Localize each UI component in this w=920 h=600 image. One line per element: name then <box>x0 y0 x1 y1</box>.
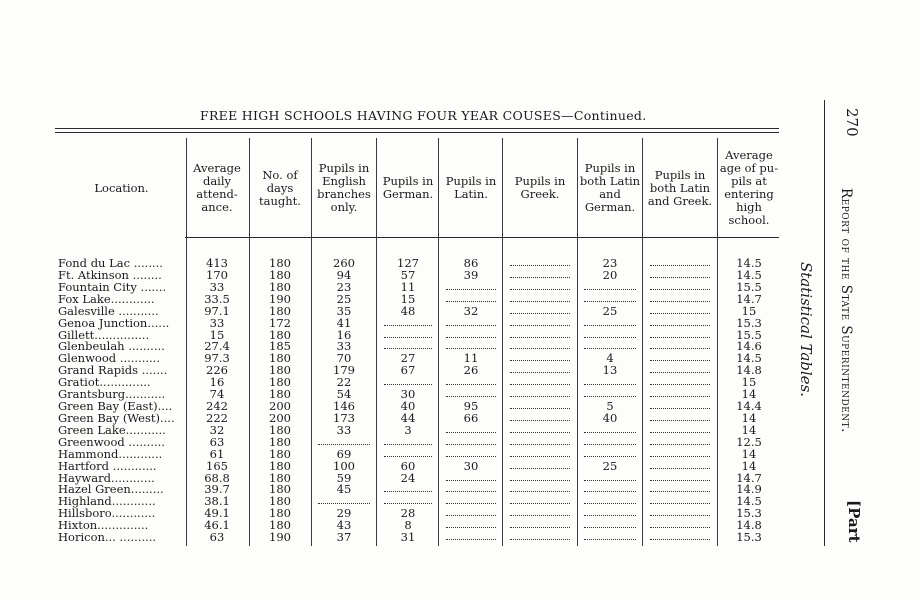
cell-age: 15.5 <box>736 327 762 342</box>
cell-age: 15.3 <box>736 530 762 545</box>
empty-cell-leader <box>650 313 710 314</box>
location-cell: Glenwood ........... <box>58 351 160 366</box>
empty-cell-leader <box>584 337 636 338</box>
cell-german: 40 <box>400 399 416 414</box>
cell-age: 14 <box>741 422 757 437</box>
cell-age: 14.6 <box>736 339 762 354</box>
empty-cell-leader <box>584 444 636 445</box>
cell-days: 180 <box>269 327 291 342</box>
cell-attendance: 97.3 <box>204 351 230 366</box>
column-header-attendance <box>186 140 248 236</box>
location-cell: Grand Rapids ....... <box>58 363 168 378</box>
empty-cell-leader <box>584 491 636 492</box>
cell-days: 200 <box>269 410 291 425</box>
cell-german: 44 <box>400 410 416 425</box>
empty-cell-leader <box>584 384 636 385</box>
cell-attendance: 38.1 <box>204 494 230 509</box>
cell-attendance: 32 <box>209 422 225 437</box>
empty-cell-leader <box>446 337 496 338</box>
location-cell: Hillsboro............ <box>58 506 156 521</box>
column-header-label: Pupils in German. <box>382 174 434 201</box>
empty-cell-leader <box>510 503 570 504</box>
location-cell: Hayward............ <box>58 470 155 485</box>
location-cell: Fox Lake............ <box>58 291 155 306</box>
empty-cell-leader <box>650 372 710 373</box>
empty-cell-leader <box>510 360 570 361</box>
cell-attendance: 222 <box>206 410 228 425</box>
empty-cell-leader <box>384 348 432 349</box>
empty-cell-leader <box>650 384 710 385</box>
part-label: [Part <box>845 500 863 543</box>
table-row <box>58 495 778 507</box>
empty-cell-leader <box>510 491 570 492</box>
cell-attendance: 165 <box>206 458 228 473</box>
cell-age: 14.7 <box>736 291 762 306</box>
location-cell: Green Bay (West).... <box>58 410 175 425</box>
cell-days: 180 <box>269 279 291 294</box>
cell-latin: 39 <box>463 267 479 282</box>
empty-cell-leader <box>446 348 496 349</box>
empty-cell-leader <box>384 503 432 504</box>
cell-latin_german: 25 <box>602 303 618 318</box>
cell-age: 14 <box>741 410 757 425</box>
cell-attendance: 15 <box>209 327 225 342</box>
empty-cell-leader <box>384 444 432 445</box>
empty-cell-leader <box>510 480 570 481</box>
cell-age: 14.7 <box>736 470 762 485</box>
empty-cell-leader <box>446 480 496 481</box>
location-cell: Hazel Green......... <box>58 482 164 497</box>
empty-cell-leader <box>650 491 710 492</box>
empty-cell-leader <box>510 515 570 516</box>
empty-cell-leader <box>510 444 570 445</box>
cell-english: 33 <box>336 339 352 354</box>
empty-cell-leader <box>510 396 570 397</box>
cell-attendance: 27.4 <box>204 339 230 354</box>
empty-cell-leader <box>650 348 710 349</box>
cell-english: 29 <box>336 506 352 521</box>
column-header-german <box>378 140 438 236</box>
cell-days: 180 <box>269 494 291 509</box>
table-row <box>58 412 778 424</box>
cell-days: 180 <box>269 458 291 473</box>
location-cell: Greenwood .......... <box>58 434 165 449</box>
empty-cell-leader <box>650 420 710 421</box>
cell-english: 33 <box>336 422 352 437</box>
empty-cell-leader <box>446 539 496 540</box>
empty-cell-leader <box>510 348 570 349</box>
table-row <box>58 519 778 531</box>
table-row <box>58 376 778 388</box>
empty-cell-leader <box>446 384 496 385</box>
empty-cell-leader <box>584 456 636 457</box>
location-cell: Gratiot.............. <box>58 375 151 390</box>
cell-days: 180 <box>269 518 291 533</box>
cell-english: 100 <box>333 458 355 473</box>
cell-attendance: 46.1 <box>204 518 230 533</box>
cell-age: 14 <box>741 458 757 473</box>
cell-age: 14.5 <box>736 256 762 270</box>
location-cell: Galesville ........... <box>58 303 159 318</box>
top-rule-inner <box>55 132 779 133</box>
location-cell: Green Bay (East).... <box>58 399 173 414</box>
empty-cell-leader <box>510 408 570 409</box>
cell-english: 16 <box>336 327 352 342</box>
cell-days: 180 <box>269 446 291 461</box>
empty-cell-leader <box>510 420 570 421</box>
cell-days: 180 <box>269 422 291 437</box>
empty-cell-leader <box>510 456 570 457</box>
column-header-latin <box>440 140 502 236</box>
cell-days: 180 <box>269 375 291 390</box>
cell-age: 14.5 <box>736 494 762 509</box>
column-header-days <box>250 140 310 236</box>
cell-days: 185 <box>269 339 291 354</box>
cell-latin: 32 <box>463 303 479 318</box>
empty-cell-leader <box>510 384 570 385</box>
cell-days: 172 <box>269 315 291 330</box>
empty-cell-leader <box>650 503 710 504</box>
location-cell: Gillett............... <box>58 327 150 342</box>
empty-cell-leader <box>584 396 636 397</box>
table-row <box>58 281 778 293</box>
column-header-greek <box>504 140 576 236</box>
table-row <box>58 257 778 269</box>
table-row <box>58 531 778 543</box>
running-head: Report of the State Superintendent. <box>838 188 854 433</box>
cell-age: 15.5 <box>736 279 762 294</box>
cell-attendance: 33 <box>209 279 225 294</box>
cell-german: 27 <box>400 351 416 366</box>
cell-german: 24 <box>400 470 416 485</box>
cell-latin_german: 23 <box>602 256 618 270</box>
cell-latin: 30 <box>463 458 479 473</box>
location-cell: Ft. Atkinson ........ <box>58 267 162 282</box>
cell-attendance: 413 <box>206 256 228 270</box>
empty-cell-leader <box>446 325 496 326</box>
column-header-label: Average daily attend- ance. <box>193 161 241 214</box>
empty-cell-leader <box>584 527 636 528</box>
empty-cell-leader <box>510 301 570 302</box>
cell-german: 127 <box>397 256 419 270</box>
cell-days: 180 <box>269 267 291 282</box>
cell-english: 35 <box>336 303 352 318</box>
empty-cell-leader <box>650 396 710 397</box>
cell-english: 54 <box>336 387 352 402</box>
cell-age: 14 <box>741 387 757 402</box>
empty-cell-leader <box>446 396 496 397</box>
empty-cell-leader <box>510 372 570 373</box>
empty-cell-leader <box>650 468 710 469</box>
cell-attendance: 16 <box>209 375 225 390</box>
empty-cell-leader <box>384 384 432 385</box>
cell-english: 43 <box>336 518 352 533</box>
cell-english: 25 <box>336 291 352 306</box>
cell-days: 180 <box>269 303 291 318</box>
location-cell: Fond du Lac ........ <box>58 256 163 270</box>
empty-cell-leader <box>446 444 496 445</box>
empty-cell-leader <box>650 301 710 302</box>
empty-cell-leader <box>650 408 710 409</box>
empty-cell-leader <box>318 444 370 445</box>
cell-age: 14.9 <box>736 482 762 497</box>
cell-days: 180 <box>269 434 291 449</box>
cell-german: 15 <box>400 291 416 306</box>
cell-attendance: 63 <box>209 434 225 449</box>
page-title: FREE HIGH SCHOOLS HAVING FOUR YEAR COUSES—Continued. <box>200 108 647 123</box>
cell-english: 45 <box>336 482 352 497</box>
top-rule <box>55 128 779 129</box>
cell-german: 8 <box>404 518 412 533</box>
table-row <box>58 364 778 376</box>
cell-german: 60 <box>400 458 416 473</box>
empty-cell-leader <box>584 432 636 433</box>
column-header-label: Pupils in Greek. <box>514 174 566 201</box>
column-header-latin_greek <box>644 140 716 236</box>
cell-latin: 95 <box>463 399 479 414</box>
cell-age: 14 <box>741 446 757 461</box>
cell-days: 180 <box>269 506 291 521</box>
empty-cell-leader <box>446 491 496 492</box>
cell-latin: 86 <box>463 256 479 270</box>
empty-cell-leader <box>510 539 570 540</box>
section-label: Statistical Tables. <box>797 262 815 398</box>
cell-latin: 66 <box>463 410 479 425</box>
empty-cell-leader <box>650 360 710 361</box>
cell-german: 28 <box>400 506 416 521</box>
cell-days: 190 <box>269 530 291 545</box>
cell-days: 180 <box>269 387 291 402</box>
empty-cell-leader <box>584 515 636 516</box>
cell-days: 180 <box>269 482 291 497</box>
empty-cell-leader <box>384 325 432 326</box>
location-cell: Hammond............ <box>58 446 163 461</box>
empty-cell-leader <box>650 432 710 433</box>
cell-age: 14.8 <box>736 363 762 378</box>
empty-cell-leader <box>446 456 496 457</box>
table-row <box>58 507 778 519</box>
location-cell: Horicon... .......... <box>58 530 157 545</box>
location-cell: Green Lake........... <box>58 422 166 437</box>
cell-attendance: 49.1 <box>204 506 230 521</box>
empty-cell-leader <box>510 527 570 528</box>
cell-attendance: 61 <box>209 446 225 461</box>
empty-cell-leader <box>650 539 710 540</box>
column-header-label: No. of days taught. <box>259 167 301 208</box>
cell-english: 59 <box>336 470 352 485</box>
empty-cell-leader <box>584 325 636 326</box>
table-row <box>58 317 778 329</box>
column-header-label: Location. <box>94 180 149 195</box>
empty-cell-leader <box>584 539 636 540</box>
cell-attendance: 33 <box>209 315 225 330</box>
empty-cell-leader <box>584 348 636 349</box>
empty-cell-leader <box>650 289 710 290</box>
empty-cell-leader <box>446 289 496 290</box>
empty-cell-leader <box>446 527 496 528</box>
cell-age: 14.5 <box>736 351 762 366</box>
table-row <box>58 436 778 448</box>
cell-latin_german: 4 <box>606 351 614 366</box>
cell-english: 23 <box>336 279 352 294</box>
cell-german: 11 <box>400 279 416 294</box>
empty-cell-leader <box>650 444 710 445</box>
location-cell: Hartford ............ <box>58 458 157 473</box>
empty-cell-leader <box>510 432 570 433</box>
empty-cell-leader <box>650 480 710 481</box>
cell-latin: 11 <box>463 351 479 366</box>
table-row <box>58 448 778 460</box>
column-header-label: Pupils in English branches only. <box>317 161 371 214</box>
cell-english: 173 <box>333 410 355 425</box>
empty-cell-leader <box>510 325 570 326</box>
cell-english: 179 <box>333 363 355 378</box>
cell-english: 41 <box>336 315 352 330</box>
cell-age: 14.5 <box>736 267 762 282</box>
location-cell: Glenbeulah .......... <box>58 339 165 354</box>
column-header-latin_german <box>578 140 642 236</box>
column-header-label: Pupils in Latin. <box>445 174 497 201</box>
column-header-english <box>312 140 376 236</box>
cell-english: 94 <box>336 267 352 282</box>
cell-days: 180 <box>269 256 291 270</box>
empty-cell-leader <box>584 480 636 481</box>
column-header-label: Average age of pu- pils at entering high school. <box>719 148 779 227</box>
cell-latin_german: 5 <box>606 399 614 414</box>
cell-attendance: 33.5 <box>204 291 230 306</box>
cell-attendance: 97.1 <box>204 303 230 318</box>
column-header-label: Pupils in both Latin and German. <box>579 161 641 214</box>
cell-german: 30 <box>400 387 416 402</box>
cell-latin: 26 <box>463 363 479 378</box>
empty-cell-leader <box>650 527 710 528</box>
cell-attendance: 242 <box>206 399 228 414</box>
cell-age: 15 <box>741 375 757 390</box>
side-rule <box>824 100 825 546</box>
cell-age: 12.5 <box>736 434 762 449</box>
cell-attendance: 226 <box>206 363 228 378</box>
cell-english: 260 <box>333 256 355 270</box>
empty-cell-leader <box>650 337 710 338</box>
empty-cell-leader <box>384 456 432 457</box>
cell-days: 200 <box>269 399 291 414</box>
cell-age: 15.3 <box>736 506 762 521</box>
empty-cell-leader <box>318 503 370 504</box>
empty-cell-leader <box>650 325 710 326</box>
cell-days: 190 <box>269 291 291 306</box>
cell-latin_german: 25 <box>602 458 618 473</box>
cell-latin_german: 20 <box>602 267 618 282</box>
location-cell: Genoa Junction...... <box>58 315 170 330</box>
cell-german: 31 <box>400 530 416 545</box>
cell-age: 14.8 <box>736 518 762 533</box>
table-row <box>58 424 778 436</box>
empty-cell-leader <box>446 503 496 504</box>
empty-cell-leader <box>650 456 710 457</box>
column-header-label: Pupils in both Latin and Greek. <box>647 167 713 208</box>
cell-attendance: 170 <box>206 267 228 282</box>
cell-days: 180 <box>269 351 291 366</box>
cell-age: 15.3 <box>736 315 762 330</box>
table-row <box>58 472 778 484</box>
table-row <box>58 269 778 281</box>
cell-english: 146 <box>333 399 355 414</box>
page-number: 270 <box>843 108 861 137</box>
cell-german: 67 <box>400 363 416 378</box>
empty-cell-leader <box>446 432 496 433</box>
column-header-location <box>58 140 185 236</box>
empty-cell-leader <box>650 515 710 516</box>
location-cell: Fountain City ....... <box>58 279 167 294</box>
empty-cell-leader <box>584 289 636 290</box>
cell-latin_german: 13 <box>602 363 618 378</box>
header-bottom-rule <box>185 237 779 238</box>
column-header-age <box>718 140 780 236</box>
cell-attendance: 39.7 <box>204 482 230 497</box>
cell-english: 69 <box>336 446 352 461</box>
empty-cell-leader <box>446 301 496 302</box>
cell-german: 3 <box>404 422 412 437</box>
cell-attendance: 74 <box>209 387 225 402</box>
location-cell: Hixton.............. <box>58 518 149 533</box>
empty-cell-leader <box>446 515 496 516</box>
empty-cell-leader <box>510 468 570 469</box>
table-row <box>58 329 778 341</box>
empty-cell-leader <box>650 265 710 266</box>
empty-cell-leader <box>510 277 570 278</box>
table-row <box>58 305 778 317</box>
cell-latin_german: 40 <box>602 410 618 425</box>
empty-cell-leader <box>584 503 636 504</box>
cell-attendance: 63 <box>209 530 225 545</box>
table-row <box>58 483 778 495</box>
cell-age: 14.4 <box>736 399 762 414</box>
cell-attendance: 68.8 <box>204 470 230 485</box>
empty-cell-leader <box>510 337 570 338</box>
empty-cell-leader <box>384 337 432 338</box>
cell-english: 37 <box>336 530 352 545</box>
table-row <box>58 340 778 352</box>
cell-english: 22 <box>336 375 352 390</box>
location-cell: Grantsburg........... <box>58 387 166 402</box>
empty-cell-leader <box>510 289 570 290</box>
cell-english: 70 <box>336 351 352 366</box>
empty-cell-leader <box>584 301 636 302</box>
cell-german: 57 <box>400 267 416 282</box>
table-row <box>58 460 778 472</box>
cell-days: 180 <box>269 470 291 485</box>
cell-age: 15 <box>741 303 757 318</box>
empty-cell-leader <box>510 265 570 266</box>
cell-german: 48 <box>400 303 416 318</box>
cell-days: 180 <box>269 363 291 378</box>
empty-cell-leader <box>510 313 570 314</box>
table-row <box>58 293 778 305</box>
location-cell: Highland............ <box>58 494 156 509</box>
empty-cell-leader <box>650 277 710 278</box>
empty-cell-leader <box>384 491 432 492</box>
